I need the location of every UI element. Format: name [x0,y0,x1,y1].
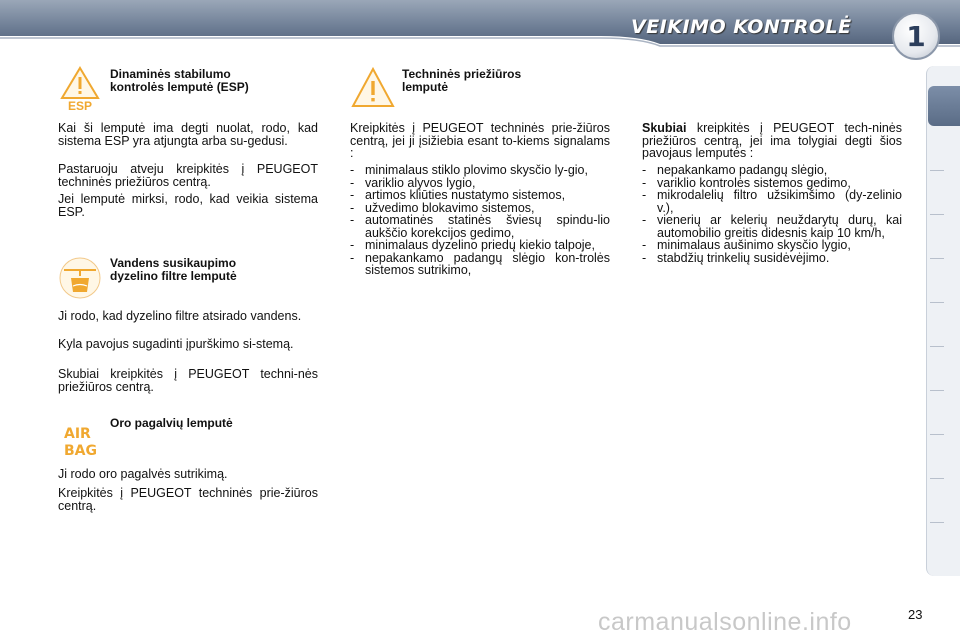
airbag-icon-line1: AIR [64,426,91,442]
service-warning-icon [350,66,396,112]
esp-title-line2: kontrolės lemputė (ESP) [110,80,249,94]
water-title [110,257,237,283]
water-in-diesel-icon [58,256,102,300]
service-title [402,68,521,94]
urgent-intro [642,122,902,160]
list-item: - vienerių ar kelerių neuždarytų durų, kai automobilio greitis didesnis kaip 10 km/h, [642,214,902,239]
esp-title-line1: Dinaminės stabilumo [110,67,231,81]
tab-divider [930,170,944,171]
water-paragraph-2: Kyla pavojus sugadinti įpurškimo si-stemą. [58,337,294,351]
tab-divider [930,302,944,303]
esp-paragraph-3: Jei lemputė mirksi, rodo, kad veikia sistema ESP. [58,192,318,219]
water-title-line1: Vandens susikaupimo [110,256,237,270]
list-item: - minimalaus dyzelino priedų kiekio talpoje, [350,239,610,252]
service-title-line2: lemputė [402,80,449,94]
list-item: - variklio alyvos lygio, [350,177,610,190]
watermark: carmanualsonline.info [598,608,852,636]
list-item: - minimalaus stiklo plovimo skysčio ly-gio, [350,164,610,177]
list-item: - variklio kontrolės sistemos gedimo, [642,177,902,190]
urgent-warning-list [642,164,902,264]
tab-divider [930,478,944,479]
urgent-intro-bold: Skubiai [642,121,687,135]
esp-warning-icon [60,66,100,112]
service-title-line1: Techninės priežiūros [402,67,522,81]
water-paragraph-3: Skubiai kreipkitės į PEUGEOT techni-nės priežiūros centrą. [58,367,318,394]
airbag-icon-line2: BAG [64,443,97,459]
list-item: - mikrodalelių filtro užsikimšimo (dy-zelinio v.), [642,189,902,214]
airbag-paragraph-1: Ji rodo oro pagalvės sutrikimą. [58,467,228,481]
chapter-title: VEIKIMO KONTROLĖ [631,16,852,38]
header-wave-decoration [0,36,960,50]
chapter-tab-strip [926,66,960,576]
airbag-paragraph-2: Kreipkitės į PEUGEOT techninės prie-žiūros centrą. [58,486,318,513]
page-number: 23 [908,607,923,622]
tab-divider [930,390,944,391]
tab-divider [930,214,944,215]
page-header [0,0,960,53]
water-paragraph-1: Ji rodo, kad dyzelino filtre atsirado vandens. [58,309,302,323]
esp-title [110,68,249,94]
service-signal-list [350,164,610,277]
list-item: - nepakankamo padangų slėgio kon-trolės sistemos sutrikimo, [350,252,610,277]
esp-paragraph-2: Pastaruoju atveju kreipkitės į PEUGEOT techninės priežiūros centrą. [58,162,318,189]
list-item: - nepakankamo padangų slėgio, [642,164,902,177]
service-intro: Kreipkitės į PEUGEOT techninės prie-žiūros centrą, jei ji įsižiebia esant to-kiems signalams : [350,121,610,160]
airbag-warning-icon [62,423,100,459]
water-title-line2: dyzelino filtre lemputė [110,269,237,283]
list-item: - automatinės statinės šviesų spindu-lio aukščio korekcijos gedimo, [350,214,610,239]
list-item: - stabdžių trinkelių susidėvėjimo. [642,252,902,265]
tab-divider [930,522,944,523]
list-item: - užvedimo blokavimo sistemos, [350,202,610,215]
active-chapter-tab [928,86,960,126]
urgent-intro-text: kreipkitės į PEUGEOT tech-ninės priežiūros centrą, jei ima tolygiai degti šios pavojaus lemputės : [642,121,902,160]
list-item: - minimalaus aušinimo skysčio lygio, [642,239,902,252]
tab-divider [930,346,944,347]
airbag-title: Oro pagalvių lemputė [110,416,233,430]
tab-divider [930,434,944,435]
chapter-number: 1 [906,19,926,53]
esp-paragraph-1: Kai ši lemputė ima degti nuolat, rodo, kad sistema ESP yra atjungta arba su-gedusi. [58,121,318,148]
tab-divider [930,258,944,259]
chapter-badge [892,12,940,60]
esp-icon-label: ESP [67,99,93,112]
list-item: - artimos kliūties nustatymo sistemos, [350,189,610,202]
